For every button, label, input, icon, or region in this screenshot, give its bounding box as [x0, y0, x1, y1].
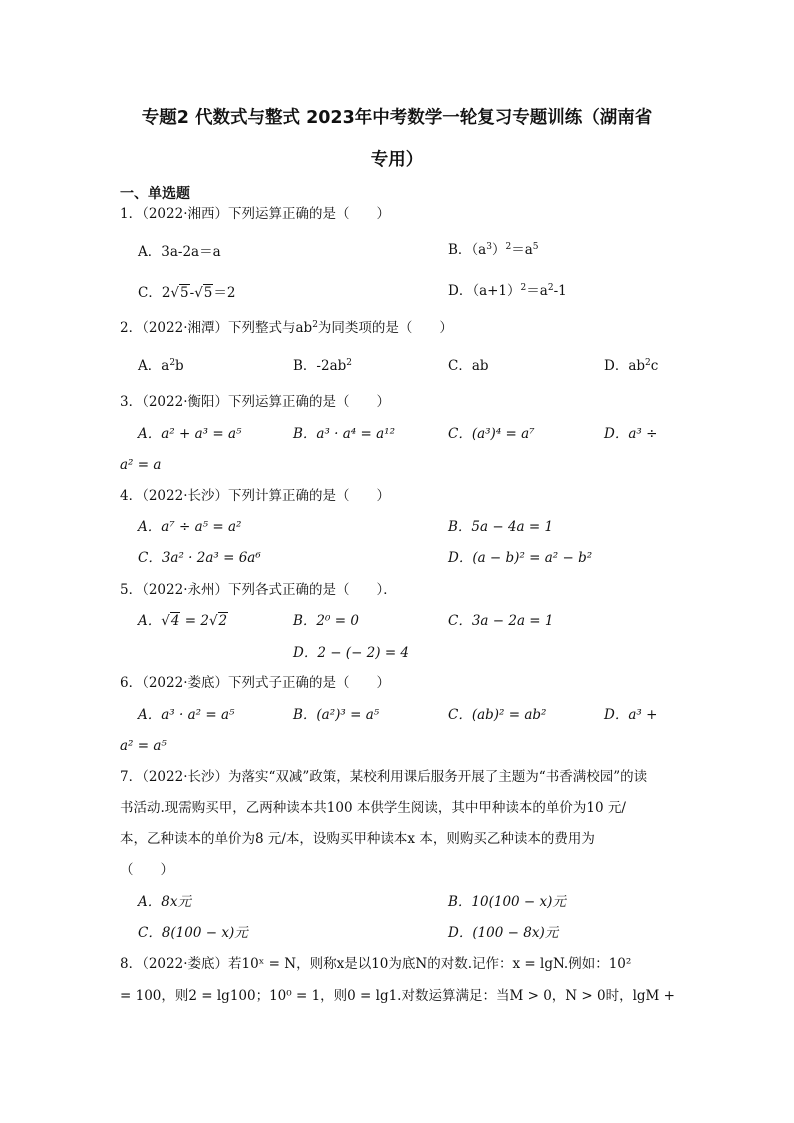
q2-option-a[interactable]: A．$a^2b$: [138, 358, 184, 374]
q7-option-d[interactable]: D．(100 − 8x)元: [448, 925, 559, 941]
q5-option-b[interactable]: B．2⁰ = 0: [293, 613, 359, 629]
q3-option-b[interactable]: B．a³ · a⁴ = a¹²: [293, 426, 395, 442]
q4-option-b[interactable]: B．5a − 4a = 1: [448, 519, 554, 535]
q7-option-c[interactable]: C．8(100 − x)元: [138, 925, 248, 941]
section-heading: 一、单选题: [120, 186, 190, 202]
q3-option-c[interactable]: C．(a³)⁴ = a⁷: [448, 426, 535, 442]
q2-option-c[interactable]: C．ab: [448, 358, 489, 374]
q5-option-a[interactable]: A．√4 = 2√2: [138, 613, 228, 629]
q2-option-d[interactable]: D．$ab^2c$: [604, 358, 659, 374]
q1-option-d[interactable]: D．$(a+1)^2=a^2-1$: [448, 283, 567, 299]
question-4-stem: 4．（2022·长沙）下列计算正确的是（ ）: [120, 488, 390, 504]
question-7-stem-line-3: 本，乙种读本的单价为8 元/本，设购买甲种读本x 本，则购买乙种读本的费用为: [120, 831, 595, 847]
question-7-stem-line-2: 书活动.现需购买甲，乙两种读本共100 本供学生阅读，其中甲种读本的单价为10 元/: [120, 800, 626, 816]
page-title: 专题2 代数式与整式 2023年中考数学一轮复习专题训练（湖南省: [141, 108, 653, 128]
sqrt-symbol: √: [208, 613, 218, 629]
page-title-continued: 专用）: [370, 150, 424, 170]
sqrt-symbol: √: [194, 285, 203, 301]
q4-option-c[interactable]: C．3a² · 2a³ = 6a⁶: [138, 550, 261, 566]
q5-option-c[interactable]: C．3a − 2a = 1: [448, 613, 554, 629]
q6-option-b[interactable]: B．(a²)³ = a⁵: [293, 707, 380, 723]
question-3-stem: 3．（2022·衡阳）下列运算正确的是（ ）: [120, 394, 390, 410]
q4-option-a[interactable]: A．a⁷ ÷ a⁵ = a²: [138, 519, 242, 535]
question-6-stem: 6．（2022·娄底）下列式子正确的是（ ）: [120, 675, 390, 691]
q3-option-a[interactable]: A．a² + a³ = a⁵: [138, 426, 242, 442]
question-2-stem: 2．（2022·湘潭）下列整式与$ab^2$为同类项的是（ ）: [120, 320, 453, 336]
question-8-stem-line-1: 8．（2022·娄底）若10ˣ = N，则称x是以10为底N的对数.记作：x = lgN.例如：10²: [120, 956, 632, 972]
q6-option-a[interactable]: A．a³ · a² = a⁵: [138, 707, 235, 723]
q1-option-c[interactable]: C．2√5-√5＝2: [138, 285, 236, 301]
q2-option-b[interactable]: B．$-2ab^2$: [293, 358, 352, 374]
question-7-stem-line-4: （ ）: [120, 862, 174, 878]
q6-option-d[interactable]: D．a³ +: [604, 707, 658, 723]
question-7-stem-line-1: 7．（2022·长沙）为落实“双减”政策，某校利用课后服务开展了主题为“书香满校园”的读: [120, 769, 648, 785]
q3-option-d-continued: a² = a: [120, 457, 162, 473]
q1-option-a[interactable]: A．3a-2a＝a: [138, 244, 221, 260]
q7-option-b[interactable]: B．10(100 − x)元: [448, 894, 566, 910]
q7-option-a[interactable]: A．8x元: [138, 894, 191, 910]
sqrt-symbol: √: [170, 285, 180, 301]
sqrt-symbol: √: [161, 613, 170, 629]
q1-option-b[interactable]: B．$(a^3)^2=a^5$: [448, 242, 539, 258]
q6-option-c[interactable]: C．(ab)² = ab²: [448, 707, 547, 723]
question-8-stem-line-2: = 100，则2 = lg100；10⁰ = 1，则0 = lg1.对数运算满足：当M > 0，N > 0时，lgM +: [120, 988, 675, 1004]
question-1-stem: 1．（2022·湘西）下列运算正确的是（ ）: [120, 206, 390, 222]
q6-option-d-continued: a² = a⁵: [120, 738, 167, 754]
q5-option-d[interactable]: D．2 − (− 2) = 4: [293, 645, 410, 661]
q3-option-d[interactable]: D．a³ ÷: [604, 426, 658, 442]
question-5-stem: 5．（2022·永州）下列各式正确的是（ ）．: [120, 582, 397, 598]
q4-option-d[interactable]: D．(a − b)² = a² − b²: [448, 550, 593, 566]
